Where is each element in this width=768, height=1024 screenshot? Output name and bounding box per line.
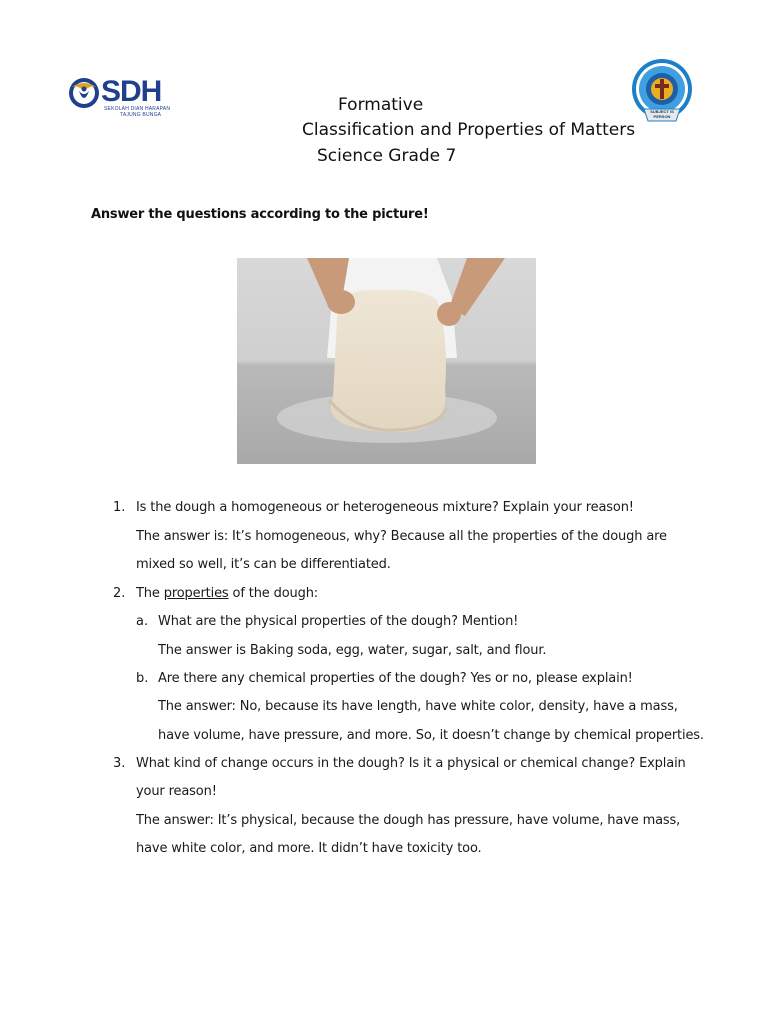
instruction-text: Answer the questions according to the picture!	[91, 207, 429, 222]
q2b-answer-line1: The answer: No, because its have length, have white color, density, have a mass,	[158, 699, 678, 714]
school-seal-logo	[630, 55, 694, 133]
q2-heading	[136, 586, 318, 601]
q3-question-line2: your reason!	[136, 784, 217, 799]
q3-number: 3.	[113, 756, 126, 771]
q1-number: 1.	[113, 500, 126, 515]
title-grade: Science Grade 7	[317, 146, 457, 166]
q3-question-line1: What kind of change occurs in the dough? Is it a physical or chemical change? Explain	[136, 756, 686, 771]
q1-answer-line1: The answer is: It’s homogeneous, why? Because all the properties of the dough are	[136, 529, 667, 544]
title-formative: Formative	[338, 95, 424, 115]
q2a-question: What are the physical properties of the dough? Mention!	[158, 614, 519, 629]
q2-number: 2.	[113, 586, 126, 601]
q2a-letter: a.	[136, 614, 149, 629]
seal-emblem-icon	[630, 55, 694, 133]
q1-question: Is the dough a homogeneous or heterogeneous mixture? Explain your reason!	[136, 500, 634, 515]
q3-answer-line1: The answer: It’s physical, because the dough has pressure, have volume, have mass,	[136, 813, 681, 828]
seal-caption: SUBJECT IS PERSON	[650, 109, 674, 119]
logo-wordmark: SDH	[101, 75, 162, 108]
q2-prefix: The	[136, 586, 164, 601]
q2b-answer-line2: have volume, have pressure, and more. So, it doesn’t change by chemical properties.	[158, 728, 704, 743]
dough-image-icon	[237, 258, 536, 464]
q2-suffix: of the dough:	[228, 586, 319, 601]
logo-subtitle: SEKOLAH DIAN HARAPAN	[104, 106, 171, 112]
q3-answer-line2: have white color, and more. It didn’t have toxicity too.	[136, 841, 482, 856]
q2b-question: Are there any chemical properties of the dough? Yes or no, please explain!	[158, 671, 633, 686]
logo-subtitle-2: TAJUNG BUNGA	[120, 112, 162, 118]
q2-underlined-word: properties	[163, 586, 229, 601]
title-topic: Classification and Properties of Matters	[302, 120, 636, 140]
q1-answer-line2: mixed so well, it’s can be differentiated.	[136, 557, 391, 572]
dough-photo	[237, 258, 536, 464]
q2b-letter: b.	[136, 671, 149, 686]
q2a-answer: The answer is Baking soda, egg, water, sugar, salt, and flour.	[158, 643, 547, 658]
school-logo-sdh	[68, 75, 178, 117]
eagle-emblem-icon	[68, 75, 102, 111]
